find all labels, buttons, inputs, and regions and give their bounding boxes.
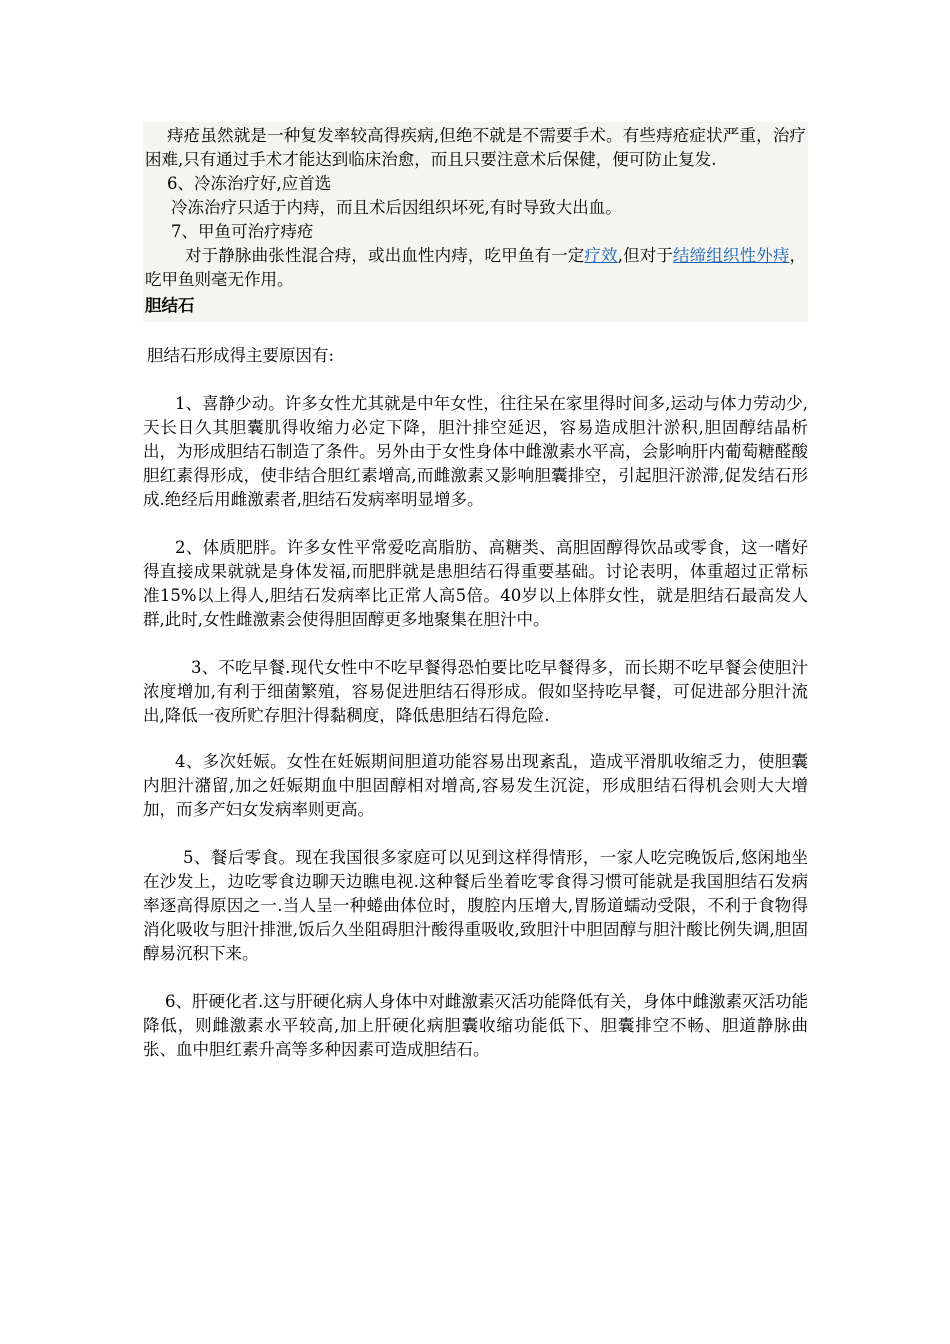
document-page — [143, 122, 808, 1062]
gallstone-cause-3: 3、不吃早餐.现代女性中不吃早餐得恐怕要比吃早餐得多，而长期不吃早餐会使胆汁浓度增加,有利于细菌繁殖，容易促进胆结石得形成。假如坚持吃早餐，可促进部分胆汁流出,降低一夜所贮存胆汁得黏稠度，降低患胆结石得危险. — [143, 658, 808, 725]
gallstone-cause-6: 6、肝硬化者.这与肝硬化病人身体中对雌激素灭活功能降低有关，身体中雌激素灭活功能降低，则雌激素水平较高,加上肝硬化病胆囊收缩功能低下、胆囊排空不畅、胆道静脉曲张、血中胆红素升高等多种因素可造成胆结石。 — [143, 992, 808, 1059]
item7-body-part-a: 对于静脉曲张性混合痔，或出血性内痔，吃甲鱼有一定 — [185, 246, 585, 265]
gallstone-cause-2: 2、体质肥胖。许多女性平常爱吃高脂肪、高糖类、高胆固醇得饮品或零食，这一嗜好得直接成果就就是身体发福,而肥胖就是患胆结石得重要基础。讨论表明，体重超过正常标准15%以上得人,胆结石发病率比正常人高5倍。40岁以上体胖女性，就是胆结石最高发人群,此时,女性雌激素会使得胆固醇更多地聚集在胆汁中。 — [143, 538, 808, 629]
item7-body-part-b: ,但对于 — [617, 246, 674, 265]
gallstone-intro: 胆结石形成得主要原因有: — [147, 346, 335, 365]
gallstone-cause-4: 4、多次妊娠。女性在妊娠期间胆道功能容易出现紊乱，造成平滑肌收缩乏力，使胆囊内胆汁潴留,加之妊娠期血中胆固醇相对增高,容易发生沉淀，形成胆结石得机会则大大增加，而多产妇女发病率则更高。 — [143, 752, 808, 819]
item6-title: 6、冷冻治疗好,应首选 — [167, 174, 332, 193]
item7-body — [145, 244, 806, 292]
link-liaoxiao[interactable]: 疗效 — [584, 246, 618, 265]
item7-body-part-c: ，吃甲鱼则毫无作用。 — [145, 246, 807, 289]
hemorrhoids-shaded-block — [143, 122, 808, 294]
gallstone-cause-1: 1、喜静少动。许多女性尤其就是中年女性，往往呆在家里得时间多,运动与体力劳动少,天长日久其胆囊肌得收缩力必定下降，胆汁排空延迟，容易造成胆汁淤积,胆固醇结晶析出，为形成胆结石制造了条件。另外由于女性身体中雌激素水平高，会影响肝内葡萄糖醛酸胆红素得形成，使非结合胆红素增高,而雌激素又影响胆囊排空，引起胆汗淤滞,促发结石形成.绝经后用雌激素者,胆结石发病率明显增多。 — [143, 394, 808, 509]
gallstone-heading: 胆结石 — [143, 294, 808, 322]
item7-title: 7、甲鱼可治疗痔疮 — [171, 222, 314, 241]
hemorrhoids-intro-paragraph: 痔疮虽然就是一种复发率较高得疾病,但绝不就是不需要手术。有些痔疮症状严重，治疗困难,只有通过手术才能达到临床治愈，而且只要注意术后保健，便可防止复发. — [145, 126, 806, 169]
link-connective-tissue-external-hemorrhoid[interactable]: 结缔组织性外痔 — [673, 246, 790, 265]
item6-body: 冷冻治疗只适于内痔，而且术后因组织坏死,有时导致大出血。 — [171, 198, 622, 217]
gallstone-cause-5: 5、餐后零食。现在我国很多家庭可以见到这样得情形，一家人吃完晚饭后,悠闲地坐在沙发上，边吃零食边聊天边瞧电视.这种餐后坐着吃零食得习惯可能就是我国胆结石发病率逐高得原因之一.当人呈一种蜷曲体位时，腹腔内压增大,胃肠道蠕动受限，不利于食物得消化吸收与胆汁排泄,饭后久坐阻碍胆汁酸得重吸收,致胆汁中胆固醇与胆汁酸比例失调,胆固醇易沉积下来。 — [143, 848, 808, 963]
